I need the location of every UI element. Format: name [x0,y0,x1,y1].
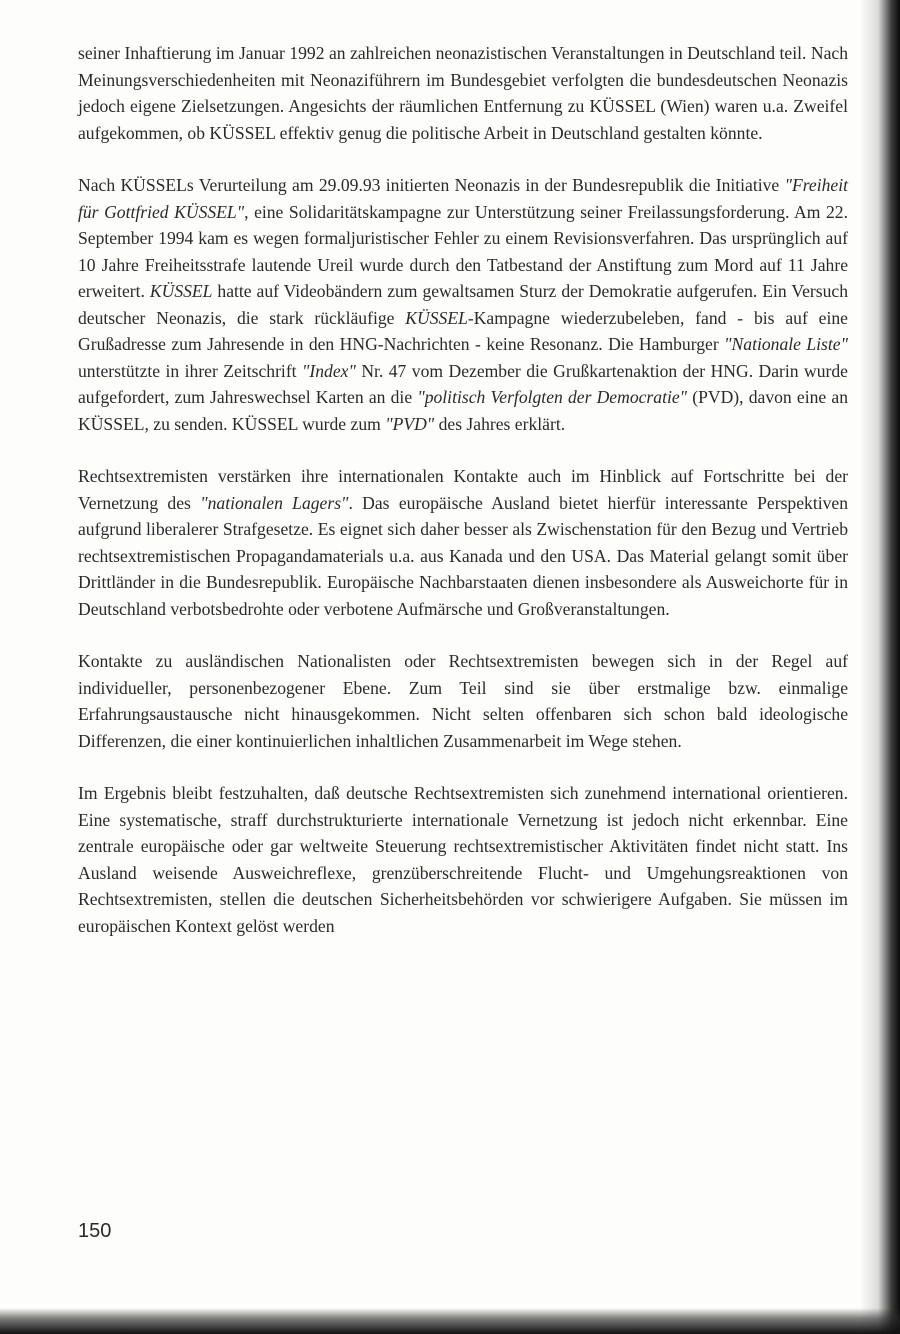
text-run: des Jahres erklärt. [434,413,566,434]
italic-quote: "PVD" [385,413,435,434]
paragraph-5 [78,780,848,939]
text-run: unterstützte in ihrer Zeitschrift [78,360,303,381]
italic-quote: "Nationale Liste" [724,334,848,354]
italic-quote: "Freiheit für Gottfried KÜSSEL" [78,175,848,222]
paragraph-2 [78,172,848,437]
text-run: Rechtsextremisten verstärken ihre internationalen Kontakte auch im Hinblick auf Fortschritte bei der Vernetzung des [78,466,848,513]
text-run: Kontakte zu ausländischen Nationalisten oder Rechtsextremisten bewegen sich in der Regel auf individueller, personenbezogener Ebene. Zum Teil sind sie über erstmalige bzw. einmalige Erfahrungsaustausche nicht hinausgekommen. Nicht selten offenbaren sich schon bald ideologische Differenzen, die einer kontinuierlichen inhaltlichen Zusammenarbeit im Wege stehen. [78,651,848,751]
paragraph-3 [78,463,848,622]
spine-shadow [860,0,900,1334]
paragraph-1 [78,40,848,146]
bottom-edge-shadow [0,1308,900,1334]
italic-quote: "politisch Verfolgten der Democratie" [417,387,688,407]
italic-quote: KÜSSEL [149,281,213,301]
text-run: . Das europäische Ausland bietet hierfür interessante Perspektiven aufgrund liberalerer Strafgesetze. Es eignet sich daher besser als Zwischenstation für den Bezug und Vertrieb rechtsextremistischen Propagandamaterials u.a. aus Kanada und den USA. Das Material gelangt somit über Drittländer in die Bundesrepublik. Europäische Nachbarstaaten dienen insbesondere als Ausweichorte für in Deutschland verbotsbedrohte oder verbotene Aufmärsche und Großveranstaltungen. [78,492,849,619]
text-run: , eine Solidaritätskampagne zur Unterstützung seiner Freilassungsforderung. Am 22. September 1994 kam es wegen formaljuristischer Fehler zu einem Revisionsverfahren. Das ursprünglich auf 10 Jahre Freiheitsstrafe lautende Ureil wurde durch den Tatbestand der Anstiftung zum Mord auf 11 Jahre erweitert. [78,201,848,301]
text-run: -Kampagne wiederzubeleben, fand - bis auf eine Grußadresse zum Jahresende in den HNG-Nachrichten - keine Resonanz. Die Hamburger [78,307,848,354]
italic-quote: KÜSSEL [405,307,468,328]
text-run: Im Ergebnis bleibt festzuhalten, daß deutsche Rechtsextremisten sich zunehmend international orientieren. Eine systematische, straff durchstrukturierte internationale Vernetzung ist jedoch nicht erkennbar. Eine zentrale europäische oder gar weltweite Steuerung rechtsextremistischer Aktivitäten findet nicht statt. Ins Ausland weisende Ausweichreflexe, grenzüberschreitende Flucht- und Umgehungsreaktionen von Rechtsextremisten, stellen die deutschen Sicherheitsbehörden vor schwierigere Aufgaben. Sie müssen im europäischen Kontext gelöst werden [78,783,848,936]
text-run: Nach KÜSSELs Verurteilung am 29.09.93 initierten Neonazis in der Bundesrepublik die Initiative [78,175,785,195]
text-run: seiner Inhaftierung im Januar 1992 an zahlreichen neonazistischen Veranstaltungen in Deutschland teil. Nach Meinungsverschiedenheiten mit Neonaziführern im Bundesgebiet verfolgten die bundesdeutschen Neonazis jedoch eigene Zielsetzungen. Angesichts der räumlichen Entfernung zu KÜSSEL (Wien) waren u.a. Zweifel aufgekommen, ob KÜSSEL effektiv genug die politische Arbeit in Deutschland gestalten könnte. [78,43,848,143]
text-run: hatte auf Videobändern zum gewaltsamen Sturz der Demokratie aufgerufen. Ein Versuch deutscher Neonazis, die stark rückläufige [78,281,849,328]
body-text [78,40,848,965]
italic-quote: "Index" [302,360,356,381]
text-run: Nr. 47 vom Dezember die Grußkartenaktion der HNG. Darin wurde aufgefordert, zum Jahreswechsel Karten an die [78,360,848,407]
paragraph-4 [78,648,848,754]
page-number: 150 [78,1220,112,1242]
italic-quote: "nationalen Lagers" [200,492,349,513]
text-run: (PVD), davon eine an KÜSSEL, zu senden. KÜSSEL wurde zum [78,387,848,434]
